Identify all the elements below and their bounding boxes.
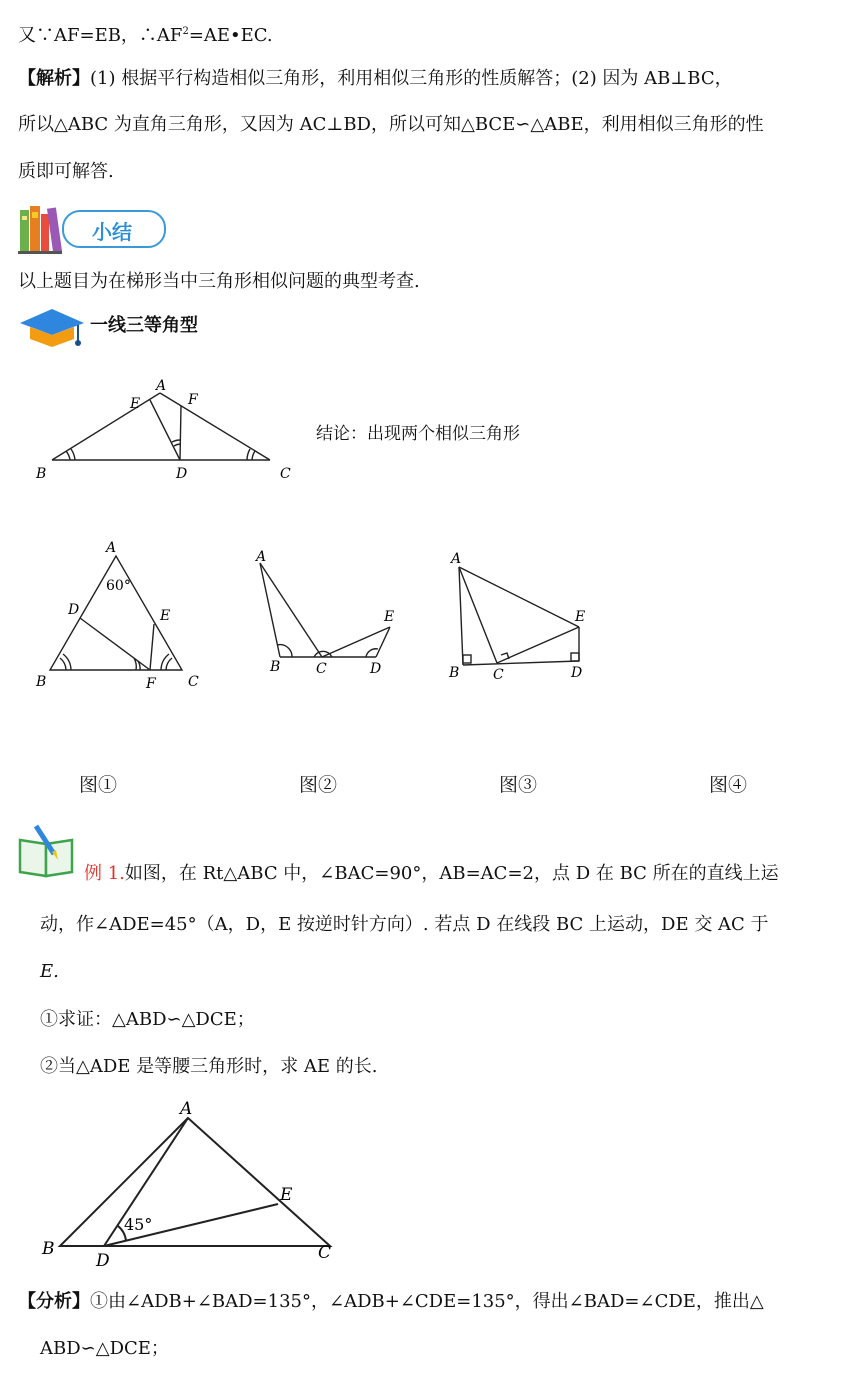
analysis2-tag: 【分析】 <box>18 1291 90 1312</box>
graduation-cap-icon <box>16 303 88 349</box>
fig3-label-b: B <box>449 665 460 681</box>
ex-label-b: B <box>42 1239 55 1259</box>
proof-line: 又∵AF=EB，$\therefore AF^2=AE•EC$. <box>18 25 273 46</box>
fig2-label-c: C <box>316 661 327 677</box>
fig1-angle: 60° <box>106 578 131 594</box>
example-line-3: E. <box>40 961 59 982</box>
fig3-label-a: A <box>451 551 462 567</box>
fig2-label-a: A <box>256 549 267 565</box>
figure-2 <box>250 545 420 695</box>
fig1-label-c: C <box>188 674 199 690</box>
summary-pill: 小结 <box>62 210 166 248</box>
fig1-label-a: A <box>106 540 117 556</box>
main-label-e: E <box>130 396 141 412</box>
main-figure <box>30 378 330 488</box>
fig1-label-b: B <box>36 674 47 690</box>
ex-label-e: E <box>280 1185 293 1205</box>
main-label-f: F <box>188 392 198 408</box>
fig3-label-d: D <box>571 665 583 681</box>
analysis-tag: 【解析】 <box>18 68 90 89</box>
summary-text: 以上题目为在梯形当中三角形相似问题的典型考查. <box>18 271 420 292</box>
analysis-line-2: 所以△ABC 为直角三角形，又因为 AC⊥BD，所以可知△BCE∽△ABE，利用相似三角形的性 <box>18 114 764 135</box>
example-line-1: 例 1.如图，在 Rt△ABC 中，∠BAC=90°，AB=AC=2，点 D 在 BC 所在的直线上运 <box>84 863 779 884</box>
example-figure <box>40 1096 340 1271</box>
caption-fig-1: 图① <box>79 774 118 796</box>
example-line-2: 动，作∠ADE=45°（A，D，E 按逆时针方向）. 若点 D 在线段 BC 上运动，DE 交 AC 于 <box>40 914 769 935</box>
conclusion-text: 结论：出现两个相似三角形 <box>316 424 520 444</box>
ex-angle: 45° <box>124 1215 153 1234</box>
fig3-label-c: C <box>493 667 504 683</box>
fig1-label-f: F <box>146 676 156 692</box>
fig1-label-e: E <box>160 608 171 624</box>
fig2-label-d: D <box>370 661 382 677</box>
main-label-d: D <box>176 466 188 482</box>
figure-3 <box>445 545 615 695</box>
fig3-label-e: E <box>575 609 586 625</box>
caption-fig-3: 图③ <box>499 774 538 796</box>
ex-label-a: A <box>180 1099 193 1119</box>
summary-badge <box>18 204 148 254</box>
main-label-a: A <box>156 378 167 394</box>
fig2-label-e: E <box>384 609 395 625</box>
caption-fig-2: 图② <box>299 774 338 796</box>
caption-fig-4: 图④ <box>709 774 748 796</box>
analysis-line-1: 【解析】(1) 根据平行构造相似三角形，利用相似三角形的性质解答；(2) 因为 AB⊥BC， <box>18 68 733 89</box>
main-label-b: B <box>36 466 47 482</box>
question-2: ②当△ADE 是等腰三角形时，求 AE 的长. <box>40 1056 378 1077</box>
analysis2-line-2: ABD∽△DCE； <box>40 1338 169 1359</box>
example-tag: 例 1. <box>84 863 125 884</box>
ex-label-c: C <box>318 1243 332 1263</box>
fig1-label-d: D <box>68 602 80 618</box>
figure-1 <box>30 538 210 698</box>
main-label-c: C <box>280 466 291 482</box>
analysis2-line-1: 【分析】①由∠ADB+∠BAD=135°，∠ADB+∠CDE=135°，得出∠BAD=∠CDE，推出△ <box>18 1291 764 1312</box>
analysis-line-3: 质即可解答. <box>18 161 114 182</box>
question-1: ①求证：△ABD∽△DCE； <box>40 1009 255 1030</box>
ex-label-d: D <box>96 1251 110 1271</box>
fig2-label-b: B <box>270 659 281 675</box>
section-title: 一线三等角型 <box>90 315 198 336</box>
open-book-pencil-icon <box>16 822 82 880</box>
